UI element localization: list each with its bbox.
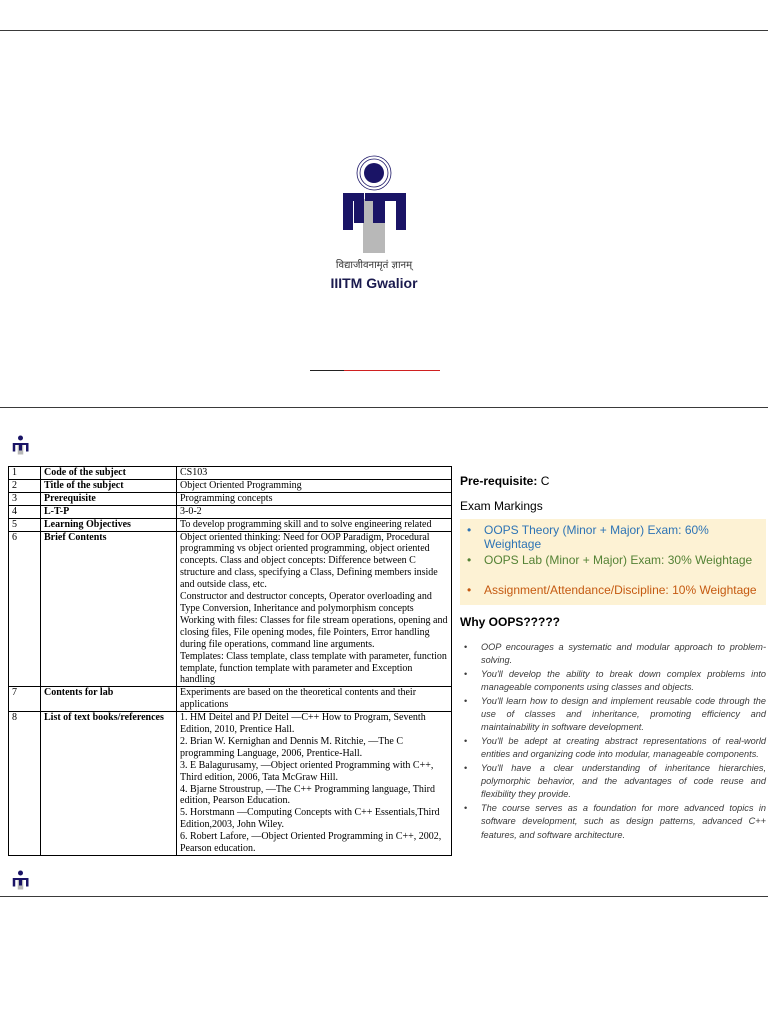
exam-markings-heading: Exam Markings xyxy=(460,499,543,513)
bullet-icon: • xyxy=(464,735,468,746)
title-slide xyxy=(0,31,768,406)
row-label: Brief Contents xyxy=(41,531,177,687)
row-value: Experiments are based on the theoretical contents and their applications xyxy=(177,687,452,712)
list-item-text: You'll be adept at creating abstract representations of real-world entities and organizing code into modular, manageable components. xyxy=(481,735,766,760)
list-item-text: OOP encourages a systematic and modular approach to problem-solving. xyxy=(481,642,766,666)
row-number: 4 xyxy=(9,505,41,518)
slide-separator-bottom xyxy=(0,896,768,897)
row-number: 3 xyxy=(9,492,41,505)
table-row xyxy=(9,492,452,505)
course-info-panel xyxy=(460,466,766,842)
title-underline-right xyxy=(344,370,440,371)
iiitm-logo-small-icon xyxy=(11,433,31,459)
table-row xyxy=(9,518,452,531)
row-number: 6 xyxy=(9,531,41,687)
exam-item-text: OOPS Theory (Minor + Major) Exam: 60% Weightage xyxy=(484,523,709,551)
institute-tagline: विद्याजीवनामृतं ज्ञानम् xyxy=(335,260,413,271)
why-oops-heading: Why OOPS????? xyxy=(460,615,560,629)
subject-details-table xyxy=(8,466,452,856)
row-value: To develop programming skill and to solve engineering related xyxy=(177,518,452,531)
row-label: L-T-P xyxy=(41,505,177,518)
list-item xyxy=(460,802,766,842)
row-label: Prerequisite xyxy=(41,492,177,505)
prerequisite-label: Pre-requisite: xyxy=(460,474,538,488)
bullet-icon: • xyxy=(467,553,472,567)
bullet-icon: • xyxy=(464,762,468,773)
row-number: 5 xyxy=(9,518,41,531)
exam-item-text: OOPS Lab (Minor + Major) Exam: 30% Weightage xyxy=(484,553,753,567)
exam-item-text: Assignment/Attendance/Discipline: 10% Weightage xyxy=(484,583,757,597)
row-number: 8 xyxy=(9,712,41,856)
table-row xyxy=(9,712,452,856)
table-row xyxy=(9,687,452,712)
list-item xyxy=(460,668,766,695)
table-row xyxy=(9,505,452,518)
bullet-icon: • xyxy=(467,523,472,537)
row-value: 1. HM Deitel and PJ Deitel —C++ How to Program, Seventh Edition, 2010, Prentice Hall. 2. Brian W. Kernighan and Dennis M. Ritchie, —The C programming Language, 2006, Prentice-Hall. 3. E Balagurusamy, —Object oriented Programming with C++, Third edition, 2006, Tata McGraw Hill. 4. Bjarne Stroustrup, —The C++ Programming language, Third edition, Pearson Education. 5. Horstmann —Computing Concepts with C++ Essentials,Third Edition,2003, John Wiley. 6. Robert Lafore, —Object Oriented Programming in C++, 2002, Pearson education. xyxy=(177,712,452,856)
prerequisite-value: C xyxy=(540,474,550,488)
row-value: Object oriented thinking: Need for OOP Paradigm, Procedural programming vs object oriented programming, object oriented concepts. Class and object concepts: Difference between C structure and class, specifying a Class, Defining members inside and outside class, etc. Constructor and destructor concepts, Operator overloading and Type Conversion, Inheritance and polymorphism concepts Working with files: Classes for file stream operations, opening and closing files, File opening modes, file Pointers, Error handling during file operations, command line arguments. Templates: Class template, class template with parameter, function template, function template with parameter and Exception handling xyxy=(177,531,452,687)
list-item xyxy=(460,735,766,762)
title-underline-left xyxy=(310,370,344,371)
exam-item-assignment xyxy=(460,583,766,599)
row-label: Contents for lab xyxy=(41,687,177,712)
list-item-text: The course serves as a foundation for more advanced topics in software development, such as design patterns, advanced C++ features, and software architecture. xyxy=(481,802,766,840)
prerequisite xyxy=(460,474,766,488)
row-value: Programming concepts xyxy=(177,492,452,505)
bullet-icon: • xyxy=(467,583,472,597)
bullet-icon: • xyxy=(464,695,468,706)
table-row xyxy=(9,531,452,687)
iiitm-footer-logo-icon xyxy=(11,868,31,894)
exam-markings-box xyxy=(460,519,766,605)
iiitm-logo-icon xyxy=(336,155,416,255)
row-value: CS103 xyxy=(177,467,452,480)
row-label: Code of the subject xyxy=(41,467,177,480)
table-row xyxy=(9,467,452,480)
list-item-text: You'll learn how to design and implement reusable code through the use of classes and inheritance, promoting efficiency and maintainability in software development. xyxy=(481,695,766,733)
bullet-icon: • xyxy=(464,642,468,652)
row-value: 3-0-2 xyxy=(177,505,452,518)
bullet-icon: • xyxy=(464,802,468,813)
row-label: List of text books/references xyxy=(41,712,177,856)
list-item-text: You'll have a clear understanding of inheritance hierarchies, polymorphic behavior, and the advantages of code reuse and flexibility they provide. xyxy=(481,762,766,800)
row-label: Learning Objectives xyxy=(41,518,177,531)
row-label: Title of the subject xyxy=(41,479,177,492)
table-row xyxy=(9,479,452,492)
list-item-text: You'll develop the ability to break down complex problems into manageable components using classes and objects. xyxy=(481,668,766,693)
institute-name: IIITM Gwalior xyxy=(330,275,418,291)
row-number: 2 xyxy=(9,479,41,492)
list-item xyxy=(460,762,766,802)
exam-item-lab xyxy=(460,553,766,583)
list-item xyxy=(460,695,766,735)
row-value: Object Oriented Programming xyxy=(177,479,452,492)
why-oops-list xyxy=(460,641,766,842)
exam-item-theory xyxy=(460,523,766,553)
row-number: 7 xyxy=(9,687,41,712)
course-details-slide xyxy=(0,408,768,896)
list-item xyxy=(460,641,766,668)
row-number: 1 xyxy=(9,467,41,480)
bullet-icon: • xyxy=(464,668,468,679)
